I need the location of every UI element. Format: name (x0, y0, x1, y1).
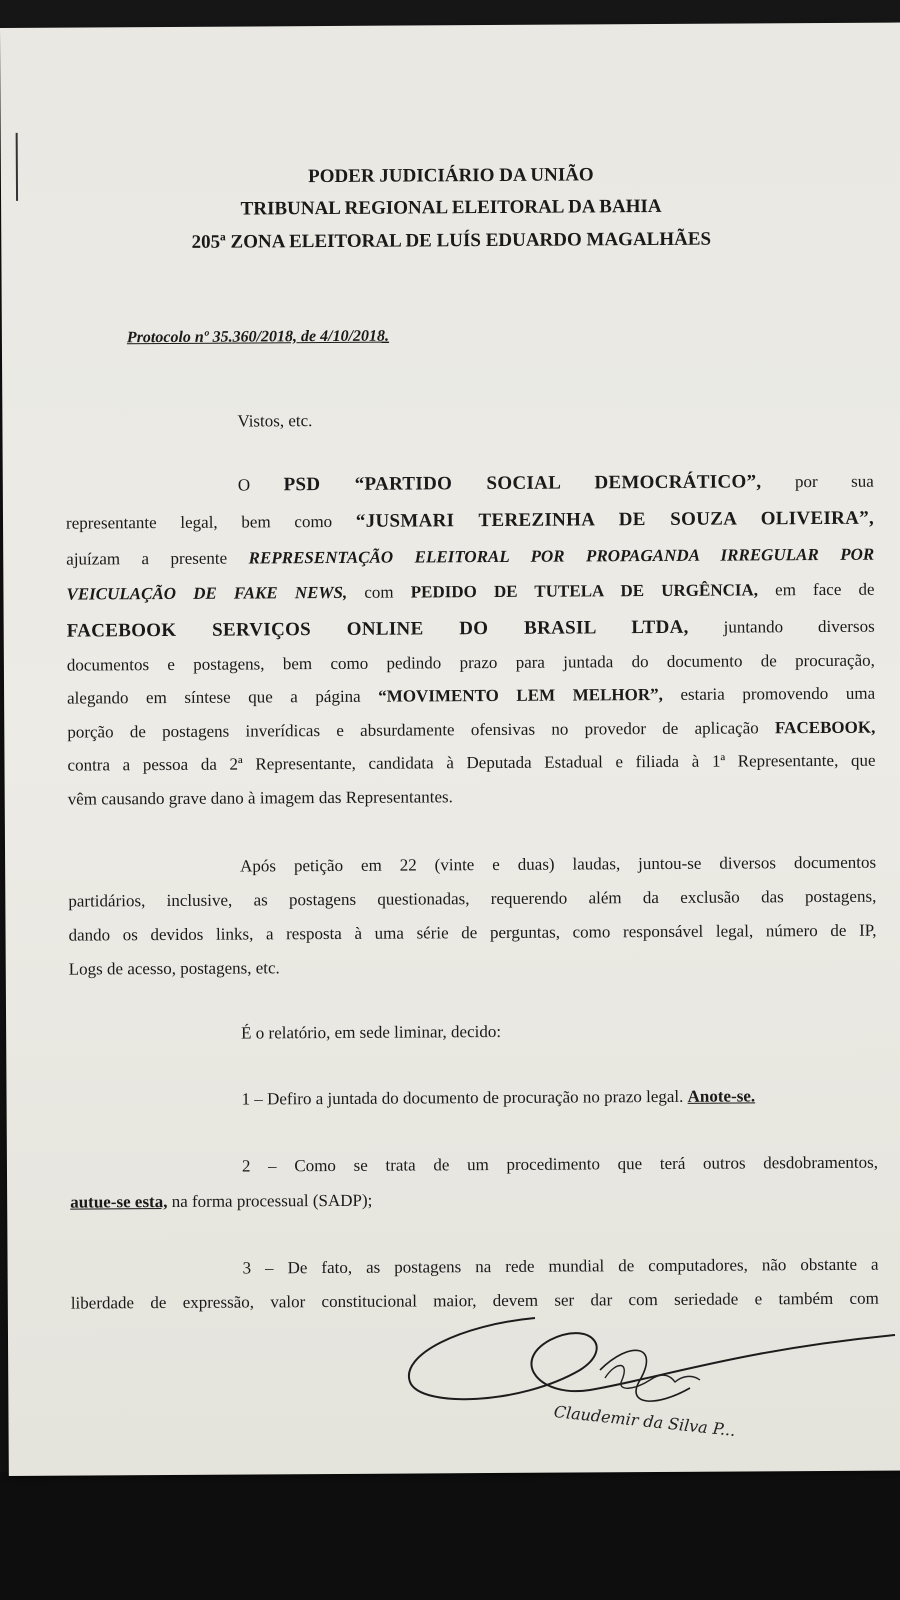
p1-line-8: porção de postagens inverídicas e absurdamente ofensivas no provedor de aplicação FACEBOOK, (67, 717, 876, 742)
protocol-number: Protocolo nº 35.360/2018, de 4/10/2018. (126, 327, 390, 347)
p2-line-1: Após petição em 22 (vinte e duas) laudas, juntou-se diversos documentos (240, 852, 877, 876)
p1-line-6: documentos e postagens, bem como pedindo prazo para juntada do documento de procuração, (66, 650, 875, 675)
document-page (0, 23, 900, 1476)
vistos-text: Vistos, etc. (237, 411, 313, 431)
p1-line-9: contra a pessoa da 2ª Representante, candidata à Deputada Estadual e filiada à 1ª Representante, que (67, 750, 876, 775)
p1-line-3: ajuízam a presente REPRESENTAÇÃO ELEITORAL POR PROPAGANDA IRREGULAR POR (66, 544, 875, 569)
p6-line-2: liberdade de expressão, valor constitucional maior, devem ser dar com seriedade e também com (70, 1288, 879, 1313)
p2-line-3: dando os devidos links, a resposta à uma série de perguntas, como responsável legal, número de IP, (68, 920, 877, 945)
header-line-3: 205ª ZONA ELEITORAL DE LUÍS EDUARDO MAGALHÃES (191, 228, 712, 253)
p1-line-4: VEICULAÇÃO DE FAKE NEWS, com PEDIDO DE TUTELA DE URGÊNCIA, em face de (66, 579, 875, 604)
handwritten-signature (400, 1300, 900, 1470)
p1-line-10: vêm causando grave dano à imagem das Representantes. (67, 787, 453, 809)
p5-line-2: autue-se esta, na forma processual (SADP); (70, 1190, 373, 1212)
p4-text: 1 – Defiro a juntada do documento de procuração no prazo legal. Anote-se. (241, 1086, 756, 1109)
signature-name: Claudemir da Silva P... (553, 1402, 737, 1440)
p3-text: É o relatório, em sede liminar, decido: (241, 1021, 502, 1043)
p1-line-5: FACEBOOK SERVIÇOS ONLINE DO BRASIL LTDA, juntando diversos (66, 616, 875, 642)
p6-line-1: 3 – De fato, as postagens na rede mundial de computadores, não obstante a (242, 1254, 879, 1278)
p1-line-1: O PSD “PARTIDO SOCIAL DEMOCRÁTICO”, por sua (237, 471, 874, 496)
p5-line-1: 2 – Como se trata de um procedimento que terá outros desdobramentos, (241, 1152, 879, 1176)
header-line-2: TRIBUNAL REGIONAL ELEITORAL DA BAHIA (240, 195, 662, 220)
p2-line-2: partidários, inclusive, as postagens questionadas, requerendo além da exclusão das postagens, (68, 886, 877, 911)
p1-line-7: alegando em síntese que a página “MOVIMENTO LEM MELHOR”, estaria promovendo uma (67, 683, 876, 708)
p2-line-4: Logs de acesso, postagens, etc. (68, 958, 280, 979)
p1-line-2: representante legal, bem como “JUSMARI TEREZINHA DE SOUZA OLIVEIRA”, (65, 507, 875, 533)
background-bottom (0, 1472, 900, 1600)
header-line-1: PODER JUDICIÁRIO DA UNIÃO (308, 164, 594, 188)
